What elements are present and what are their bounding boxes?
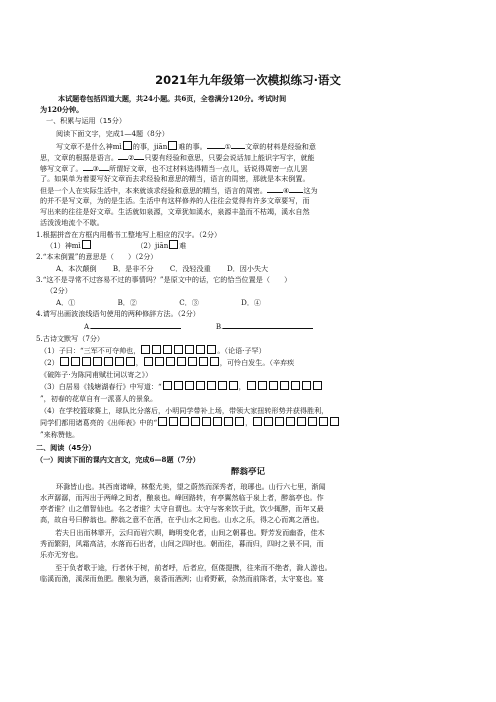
answer-box[interactable]: [247, 381, 256, 390]
answer-box[interactable]: [163, 381, 172, 390]
question-5-line-8: ”来称赞他。: [40, 430, 80, 439]
answer-box[interactable]: [297, 417, 306, 426]
answer-box[interactable]: [258, 381, 267, 390]
answer-box[interactable]: [169, 240, 178, 249]
passage-line: 思，文章的根据是语言。 ② 只要有经验和意思，只要会说话加上能识字写字，就能: [40, 153, 315, 162]
question-5-line-5: ”，初春的花草自有一派喜人的景象。: [40, 394, 158, 403]
answer-box[interactable]: [235, 417, 244, 426]
passage-line: 活泼泼地流个不歇。: [40, 218, 104, 227]
answer-box[interactable]: [207, 345, 216, 354]
passage-line: 够写文章了。 ③ 所谓好文章，也不过材料选得精当一点儿，话说得周密一点儿罢: [40, 164, 308, 173]
option-d[interactable]: D．因小失大: [226, 264, 269, 273]
answer-box[interactable]: [280, 381, 289, 390]
question-3-score: （2分）: [46, 286, 72, 295]
option-c[interactable]: C．没轻没重: [169, 264, 211, 273]
answer-box[interactable]: [269, 381, 278, 390]
answer-box[interactable]: [158, 417, 167, 426]
answer-box[interactable]: [286, 417, 295, 426]
answer-box[interactable]: [188, 357, 197, 366]
question-5-line-4: （3）白居易《钱塘湖春行》中写道：“ ，: [40, 381, 456, 392]
question-4-blanks: A. B.: [84, 320, 496, 332]
notice-line-2: 为120分钟。: [40, 105, 84, 114]
answer-box[interactable]: [82, 357, 91, 366]
passage-line: 但是一个人在实际生活中，本来就该求经验和意思的精当，语言的周密。 ④ 这为: [40, 186, 318, 195]
page-title: 2021年九年级第一次模拟练习·语文: [155, 73, 341, 87]
essay-line: 秀而繁阴，风霜高洁，水落而石出者，山间之四时也。朝而往，暮而归，四时之景不同，而: [40, 539, 324, 548]
answer-box[interactable]: [308, 417, 317, 426]
answer-blank-a[interactable]: [91, 320, 181, 329]
passage-line: 写文章不是什么神mì 的事，jiān 难的事。 ① 文章的材料是经验和意: [56, 142, 316, 151]
question-5: 5.古诗文默写（7分）: [36, 334, 105, 343]
question-5-line-6: （4）在学校篮球赛上，球队比分落后，小明同学带补上场，带领大家扭转形势并获得胜利，: [40, 406, 329, 415]
answer-box[interactable]: [185, 381, 194, 390]
option-a[interactable]: A．本次颠倒: [56, 264, 97, 273]
question-3: 3.“这不是寻常不过容易不过的事情吗？”是原文中的话，它的恰当位置是（ ）: [36, 275, 292, 284]
underline-blank: [83, 162, 93, 171]
section-heading-2: 二、阅读（45分）: [36, 443, 96, 452]
underline-blank: [231, 140, 245, 149]
question-1: 1.根据拼音在方框内用楷书工整地写上相应的汉字。（2分）: [36, 230, 222, 239]
answer-box[interactable]: [93, 357, 102, 366]
answer-box[interactable]: [168, 141, 177, 150]
answer-box[interactable]: [144, 357, 153, 366]
part1-instruction: 阅读下面文字，完成1—4题（8分）: [56, 129, 169, 138]
underline-blank: [267, 184, 283, 193]
underline-blank: [207, 140, 225, 149]
answer-box[interactable]: [253, 417, 262, 426]
answer-box[interactable]: [213, 417, 222, 426]
answer-box[interactable]: [104, 357, 113, 366]
answer-box[interactable]: [185, 345, 194, 354]
answer-box[interactable]: [115, 357, 124, 366]
essay-line: 临溪而渔，溪深而鱼肥。酿泉为酒，泉香而酒洌；山肴野蔌，杂然而前陈者，太守宴也。宴: [40, 574, 324, 583]
answer-box[interactable]: [180, 417, 189, 426]
answer-box[interactable]: [330, 417, 339, 426]
underline-blank: [289, 184, 303, 193]
section-heading-1: 一、积累与运用（15分）: [46, 116, 126, 125]
answer-box[interactable]: [291, 381, 300, 390]
underline-blank: [99, 162, 109, 171]
answer-box[interactable]: [174, 381, 183, 390]
answer-box[interactable]: [207, 381, 216, 390]
question-5-line-2: （2） ， ，可怜白发生。（辛弃疾: [40, 358, 295, 367]
underline-blank: [134, 151, 144, 160]
essay-line: 水声潺潺，而泻出于两峰之间者，酿泉也。峰回路转，有亭翼然临于泉上者，醉翁亭也。作: [40, 493, 324, 502]
essay-line: 高，故自号曰醉翁也。醉翁之意不在酒，在乎山水之间也。山水之乐，得之心而寓之酒也。: [40, 515, 324, 524]
answer-box[interactable]: [155, 357, 164, 366]
answer-box[interactable]: [313, 381, 322, 390]
answer-box[interactable]: [177, 357, 186, 366]
answer-box[interactable]: [224, 417, 233, 426]
notice-line-1: 本试题卷包括四道大题，共24小题。共6页，全卷满分120分。考试时间: [58, 94, 287, 103]
question-5-line-3: 《破阵子·为陈同甫赋壮词以寄之》）: [40, 370, 153, 379]
option-b[interactable]: B．②: [117, 298, 137, 307]
answer-box[interactable]: [196, 345, 205, 354]
passage-line: 写出来的往往是好文章。生活就如泉源，文章犹如溪水，泉源丰盈而不枯竭，溪水自然: [40, 207, 310, 216]
answer-box[interactable]: [163, 345, 172, 354]
answer-box[interactable]: [302, 381, 311, 390]
underline-blank: [118, 151, 128, 160]
option-b[interactable]: B．是非不分: [112, 264, 154, 273]
passage-line: 了。如果单为着要写好文章而去求经验和意思的精当，语言的周密，那就是本末倒置。: [40, 174, 310, 183]
answer-box[interactable]: [169, 417, 178, 426]
question-5-line-7: 同学们都用诸葛亮的《出师表》中的“ ，: [40, 417, 456, 428]
essay-title: 醉翁亭记: [230, 467, 265, 477]
essay-line: 乐亦无穷也。: [40, 550, 83, 559]
answer-blank-b[interactable]: [223, 320, 313, 329]
answer-box[interactable]: [229, 381, 238, 390]
question-4: 4.请写出画波浪线语句使用的两种修辞方法。（2分）: [36, 309, 200, 318]
essay-line: 若夫日出而林霏开，云归而岩穴暝，晦明变化者，山间之朝暮也。野芳发而幽香，佳木: [48, 528, 325, 537]
answer-box[interactable]: [123, 141, 132, 150]
answer-box[interactable]: [210, 357, 219, 366]
answer-box[interactable]: [126, 357, 135, 366]
answer-box[interactable]: [191, 417, 200, 426]
answer-box[interactable]: [264, 417, 273, 426]
option-a[interactable]: A．①: [56, 298, 76, 307]
essay-line: 至于负者歌于途，行者休于树，前者呼，后者应，伛偻提携，往来而不绝者，滁人游也。: [48, 563, 332, 572]
answer-box[interactable]: [82, 240, 91, 249]
answer-box[interactable]: [196, 381, 205, 390]
essay-line: 亭者谁？山之僧智仙也。名之者谁？太守自谓也。太守与客来饮于此，饮少辄醉，而年又最: [40, 504, 324, 513]
answer-box[interactable]: [60, 357, 69, 366]
essay-line: 环滁皆山也。其西南诸峰，林壑尤美，望之蔚然而深秀者，琅琊也。山行六七里，渐闻: [56, 482, 326, 491]
answer-box[interactable]: [174, 345, 183, 354]
question-3-options: [56, 297, 472, 308]
part2-subheading: （一）阅读下面的课内文言文，完成6—8题（7分）: [36, 455, 200, 464]
answer-box[interactable]: [166, 357, 175, 366]
question-2: 2.“本末倒置”的意思是（ ）（2分）: [36, 252, 158, 261]
option-d[interactable]: D．④: [241, 298, 262, 307]
question-2-options: [56, 263, 472, 274]
question-5-line-1: （1）子曰：“三军不可夺帅也， 。（论语·子罕）: [40, 346, 266, 355]
passage-line: 的并不是写文章，为的是生活。生活中有这样修养的人往往会觉得有许多文章要写，而: [40, 196, 310, 205]
question-1-items: （1）神mì （2）jiān 难: [46, 241, 187, 250]
answer-box[interactable]: [275, 417, 284, 426]
answer-box[interactable]: [218, 381, 227, 390]
answer-box[interactable]: [141, 345, 150, 354]
answer-box[interactable]: [152, 345, 161, 354]
answer-box[interactable]: [319, 417, 328, 426]
answer-box[interactable]: [199, 357, 208, 366]
answer-box[interactable]: [202, 417, 211, 426]
option-c[interactable]: C．③: [179, 298, 199, 307]
answer-box[interactable]: [71, 357, 80, 366]
